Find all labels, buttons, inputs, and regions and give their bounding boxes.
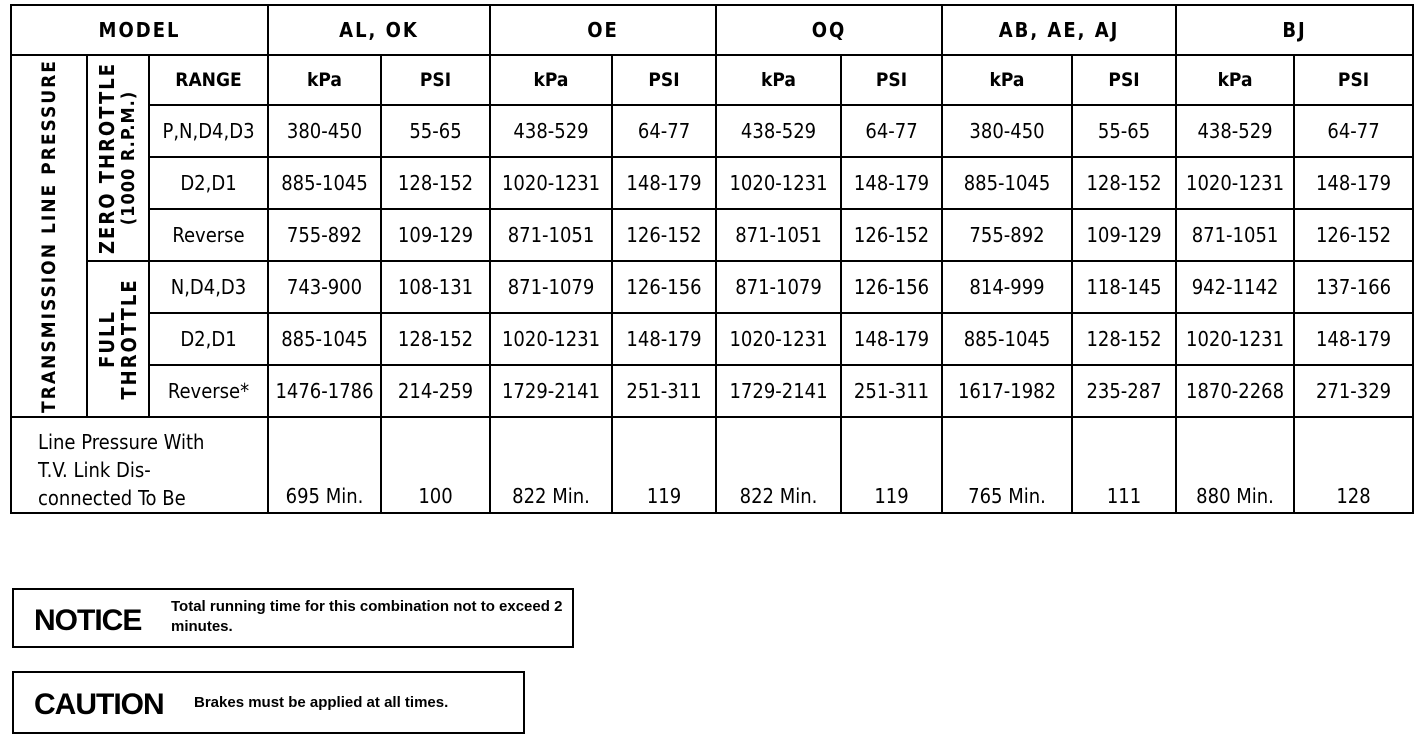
footer-row — [11, 417, 1413, 513]
full-throttle-label — [96, 278, 140, 399]
full-throttle-line1: FULL — [95, 310, 119, 368]
value-cell: 148-179 — [612, 157, 716, 209]
value-cell: 64-77 — [841, 105, 942, 157]
footer-value-cell: 119 — [612, 417, 716, 513]
value-cell: 380-450 — [942, 105, 1072, 157]
value-cell: 1020-1231 — [1176, 313, 1294, 365]
value-cell: 55-65 — [381, 105, 490, 157]
value-cell: 118-145 — [1072, 261, 1176, 313]
value-cell: 148-179 — [1294, 313, 1413, 365]
value-cell: 885-1045 — [942, 157, 1072, 209]
value-cell: 885-1045 — [268, 157, 381, 209]
range-cell: N,D4,D3 — [149, 261, 268, 313]
value-cell: 1870-2268 — [1176, 365, 1294, 417]
value-cell: 814-999 — [942, 261, 1072, 313]
units-header-row — [11, 55, 1413, 105]
value-cell: 126-156 — [612, 261, 716, 313]
value-cell: 871-1051 — [1176, 209, 1294, 261]
value-cell: 64-77 — [1294, 105, 1413, 157]
value-cell: 1020-1231 — [490, 313, 612, 365]
value-cell: 1020-1231 — [716, 313, 841, 365]
zero-throttle-label-cell — [87, 55, 149, 261]
value-cell: 755-892 — [942, 209, 1072, 261]
line-pressure-table — [10, 4, 1414, 514]
notice-text: Total running time for this combination not to exceed 2 minutes. — [171, 598, 563, 635]
unit-psi: PSI — [841, 55, 942, 105]
value-cell: 137-166 — [1294, 261, 1413, 313]
value-cell: 126-152 — [612, 209, 716, 261]
footer-label-line: Line Pressure With — [38, 430, 205, 454]
unit-psi: PSI — [612, 55, 716, 105]
caution-text: Brakes must be applied at all times. — [194, 694, 449, 711]
value-cell: 885-1045 — [268, 313, 381, 365]
value-cell: 128-152 — [381, 157, 490, 209]
table-row — [11, 157, 1413, 209]
value-cell: 755-892 — [268, 209, 381, 261]
notice-box — [12, 588, 574, 648]
unit-kpa: kPa — [490, 55, 612, 105]
value-cell: 1020-1231 — [1176, 157, 1294, 209]
value-cell: 235-287 — [1072, 365, 1176, 417]
value-cell: 743-900 — [268, 261, 381, 313]
value-cell: 885-1045 — [942, 313, 1072, 365]
value-cell: 148-179 — [612, 313, 716, 365]
notice-title: NOTICE — [34, 604, 142, 637]
footer-value-cell: 880 Min. — [1176, 417, 1294, 513]
full-throttle-label-cell — [87, 261, 149, 417]
value-cell: 271-329 — [1294, 365, 1413, 417]
table-row — [11, 209, 1413, 261]
range-cell: D2,D1 — [149, 313, 268, 365]
value-cell: 126-156 — [841, 261, 942, 313]
footer-value-cell: 695 Min. — [268, 417, 381, 513]
value-cell: 871-1051 — [716, 209, 841, 261]
value-cell: 109-129 — [1072, 209, 1176, 261]
table-row — [11, 313, 1413, 365]
value-cell: 1729-2141 — [716, 365, 841, 417]
value-cell: 251-311 — [841, 365, 942, 417]
value-cell: 126-152 — [1294, 209, 1413, 261]
caution-box — [12, 671, 525, 734]
value-cell: 64-77 — [612, 105, 716, 157]
value-cell: 128-152 — [381, 313, 490, 365]
value-cell: 438-529 — [490, 105, 612, 157]
unit-psi: PSI — [381, 55, 490, 105]
model-header-row — [11, 5, 1413, 55]
value-cell: 1729-2141 — [490, 365, 612, 417]
zero-throttle-label — [96, 62, 140, 254]
caution-title: CAUTION — [34, 688, 164, 721]
zero-throttle-rpm: (1000 R.P.M.) — [118, 90, 139, 226]
value-cell: 128-152 — [1072, 313, 1176, 365]
model-bj: BJ — [1176, 5, 1413, 55]
value-cell: 438-529 — [1176, 105, 1294, 157]
tv-link-disconnected-label — [11, 417, 268, 513]
footer-label-line: connected To Be — [38, 486, 186, 510]
footer-value-cell: 119 — [841, 417, 942, 513]
value-cell: 871-1079 — [490, 261, 612, 313]
model-ab-ae-aj: AB, AE, AJ — [942, 5, 1176, 55]
range-cell: Reverse — [149, 209, 268, 261]
model-oe: OE — [490, 5, 716, 55]
value-cell: 214-259 — [381, 365, 490, 417]
model-label: MODEL — [11, 5, 268, 55]
footer-value-cell: 765 Min. — [942, 417, 1072, 513]
value-cell: 148-179 — [1294, 157, 1413, 209]
full-throttle-line2: THROTTLE — [117, 278, 141, 400]
zero-throttle-title: ZERO THROTTLE — [95, 61, 119, 255]
unit-kpa: kPa — [942, 55, 1072, 105]
table-row — [11, 365, 1413, 417]
unit-kpa: kPa — [716, 55, 841, 105]
range-cell: Reverse* — [149, 365, 268, 417]
value-cell: 1476-1786 — [268, 365, 381, 417]
footer-value-cell: 822 Min. — [490, 417, 612, 513]
transmission-line-pressure-label-cell — [11, 55, 87, 417]
model-al-ok: AL, OK — [268, 5, 490, 55]
value-cell: 1020-1231 — [716, 157, 841, 209]
unit-kpa: kPa — [268, 55, 381, 105]
range-cell: D2,D1 — [149, 157, 268, 209]
value-cell: 108-131 — [381, 261, 490, 313]
table-row — [11, 261, 1413, 313]
model-oq: OQ — [716, 5, 942, 55]
value-cell: 55-65 — [1072, 105, 1176, 157]
footer-value-cell: 111 — [1072, 417, 1176, 513]
value-cell: 942-1142 — [1176, 261, 1294, 313]
value-cell: 871-1051 — [490, 209, 612, 261]
value-cell: 1020-1231 — [490, 157, 612, 209]
table-row — [11, 105, 1413, 157]
range-cell: P,N,D4,D3 — [149, 105, 268, 157]
range-label: RANGE — [149, 55, 268, 105]
value-cell: 128-152 — [1072, 157, 1176, 209]
unit-psi: PSI — [1072, 55, 1176, 105]
value-cell: 1617-1982 — [942, 365, 1072, 417]
transmission-line-pressure-label: TRANSMISSION LINE PRESSURE — [38, 59, 60, 413]
value-cell: 871-1079 — [716, 261, 841, 313]
value-cell: 251-311 — [612, 365, 716, 417]
footer-value-cell: 822 Min. — [716, 417, 841, 513]
value-cell: 148-179 — [841, 313, 942, 365]
footer-value-cell: 128 — [1294, 417, 1413, 513]
value-cell: 109-129 — [381, 209, 490, 261]
unit-kpa: kPa — [1176, 55, 1294, 105]
value-cell: 380-450 — [268, 105, 381, 157]
value-cell: 126-152 — [841, 209, 942, 261]
footer-label-line: T.V. Link Dis- — [38, 458, 151, 482]
value-cell: 438-529 — [716, 105, 841, 157]
footer-value-cell: 100 — [381, 417, 490, 513]
value-cell: 148-179 — [841, 157, 942, 209]
unit-psi: PSI — [1294, 55, 1413, 105]
